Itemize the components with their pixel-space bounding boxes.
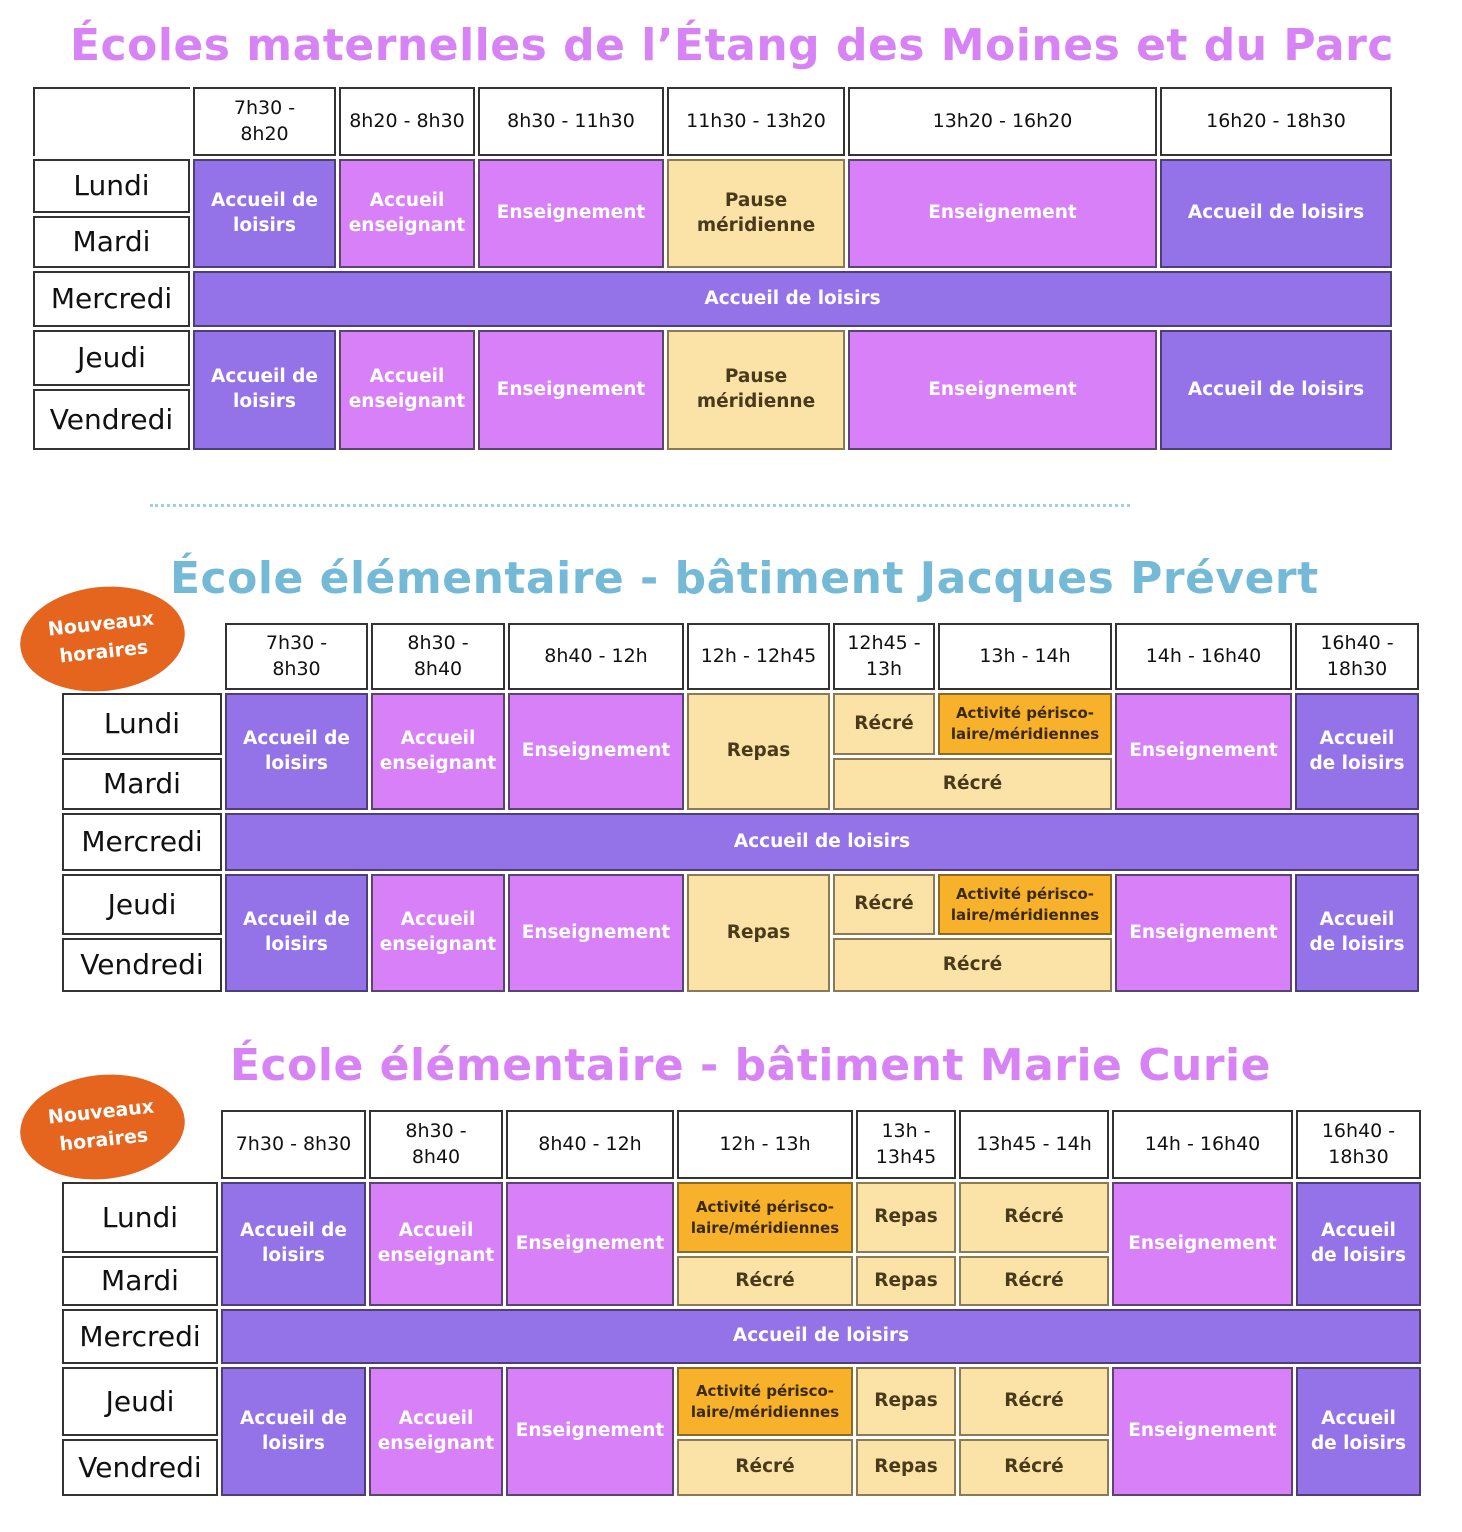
block-accueil-loisirs: Accueil de loisirs [1296,1182,1421,1306]
time-header: 12h - 13h [677,1110,853,1179]
block-accueil-loisirs: Accueil de loisirs [1160,159,1392,268]
block-recre: Récré [959,1439,1109,1496]
day-label: Mardi [62,758,222,810]
block-enseignement: Enseignement [478,159,664,268]
time-header: 11h30 - 13h20 [667,87,845,156]
day-label: Jeudi [33,330,190,386]
block-enseignement: Enseignement [508,693,684,810]
divider [150,504,1130,511]
block-mercredi-accueil-loisirs: Accueil de loisirs [221,1309,1421,1364]
schedule-maternelles [33,87,1392,452]
block-accueil-loisirs: Accueil de loisirs [1295,874,1419,992]
block-accueil-loisirs: Accueil de loisirs [1160,330,1392,450]
time-header: 12h - 12h45 [687,623,830,690]
time-header: 7h30 - 8h30 [225,623,368,690]
block-accueil-enseignant: Accueil enseignant [339,159,475,268]
block-recre: Récré [833,938,1112,992]
block-activite-periscolaire: Activité périsco- laire/méridiennes [938,874,1112,935]
time-header: 13h45 - 14h [959,1110,1109,1179]
day-label: Mardi [62,1256,218,1306]
block-accueil-loisirs: Accueil de loisirs [193,159,336,268]
title-jacques-prevert: École élémentaire - bâtiment Jacques Prévert [170,553,1319,604]
schedule-jacques-prevert [62,623,1417,996]
day-label: Vendredi [62,1439,218,1496]
block-recre: Récré [677,1256,853,1306]
day-label: Lundi [62,693,222,755]
corner-cell [33,87,190,156]
block-accueil-loisirs: Accueil de loisirs [225,693,368,810]
block-repas: Repas [856,1367,956,1436]
block-activite-periscolaire: Activité périsco- laire/méridiennes [677,1182,853,1253]
nouveaux-horaires-badge: Nouveaux horaires [15,579,190,700]
day-label: Jeudi [62,874,222,935]
time-header: 14h - 16h40 [1112,1110,1293,1179]
block-accueil-enseignant: Accueil enseignant [371,693,505,810]
time-header: 13h - 14h [938,623,1112,690]
block-repas: Repas [856,1256,956,1306]
time-header: 16h20 - 18h30 [1160,87,1392,156]
block-accueil-enseignant: Accueil enseignant [369,1367,503,1496]
block-repas: Repas [687,693,830,810]
block-repas: Repas [687,874,830,992]
block-enseignement: Enseignement [1115,874,1292,992]
day-label: Jeudi [62,1367,218,1436]
block-accueil-loisirs: Accueil de loisirs [221,1182,366,1306]
time-header: 13h - 13h45 [856,1110,956,1179]
block-repas: Repas [856,1182,956,1253]
schedule-marie-curie [62,1110,1422,1502]
block-enseignement: Enseignement [848,330,1157,450]
day-label: Vendredi [62,938,222,992]
block-enseignement: Enseignement [848,159,1157,268]
block-enseignement: Enseignement [1115,693,1292,810]
title-maternelles: Écoles maternelles de l’Étang des Moines et du Parc [70,20,1394,71]
block-recre: Récré [959,1256,1109,1306]
time-header: 12h45 - 13h [833,623,935,690]
block-accueil-loisirs: Accueil de loisirs [1296,1367,1421,1496]
time-header: 8h40 - 12h [508,623,684,690]
block-mercredi-accueil-loisirs: Accueil de loisirs [225,813,1419,871]
block-recre: Récré [959,1182,1109,1253]
time-header: 8h20 - 8h30 [339,87,475,156]
block-accueil-loisirs: Accueil de loisirs [225,874,368,992]
block-accueil-enseignant: Accueil enseignant [371,874,505,992]
day-label: Mercredi [33,271,190,327]
block-activite-periscolaire: Activité périsco- laire/méridiennes [677,1367,853,1436]
day-label: Vendredi [33,389,190,450]
block-enseignement: Enseignement [508,874,684,992]
block-recre: Récré [833,693,935,755]
block-recre: Récré [833,874,935,935]
title-marie-curie: École élémentaire - bâtiment Marie Curie [230,1040,1271,1091]
time-header: 8h30 - 8h40 [371,623,505,690]
block-accueil-enseignant: Accueil enseignant [339,330,475,450]
block-activite-periscolaire: Activité périsco- laire/méridiennes [938,693,1112,755]
day-label: Lundi [33,159,190,213]
block-recre: Récré [833,758,1112,810]
time-header: 7h30 - 8h20 [193,87,336,156]
time-header: 13h20 - 16h20 [848,87,1157,156]
time-header: 8h30 - 8h40 [369,1110,503,1179]
nouveaux-horaires-badge: Nouveaux horaires [15,1067,190,1188]
time-header: 16h40 - 18h30 [1295,623,1419,690]
block-accueil-loisirs: Accueil de loisirs [221,1367,366,1496]
time-header: 16h40 - 18h30 [1296,1110,1421,1179]
time-header: 14h - 16h40 [1115,623,1292,690]
block-enseignement: Enseignement [506,1182,674,1306]
block-accueil-loisirs: Accueil de loisirs [193,330,336,450]
time-header: 7h30 - 8h30 [221,1110,366,1179]
block-pause-meridienne: Pause méridienne [667,159,845,268]
block-recre: Récré [677,1439,853,1496]
day-label: Lundi [62,1182,218,1253]
block-enseignement: Enseignement [506,1367,674,1496]
day-label: Mardi [33,216,190,268]
block-recre: Récré [959,1367,1109,1436]
day-label: Mercredi [62,1309,218,1364]
day-label: Mercredi [62,813,222,871]
time-header: 8h40 - 12h [506,1110,674,1179]
block-accueil-enseignant: Accueil enseignant [369,1182,503,1306]
block-enseignement: Enseignement [1112,1367,1293,1496]
block-mercredi-accueil-loisirs: Accueil de loisirs [193,271,1392,327]
block-pause-meridienne: Pause méridienne [667,330,845,450]
block-accueil-loisirs: Accueil de loisirs [1295,693,1419,810]
block-repas: Repas [856,1439,956,1496]
block-enseignement: Enseignement [1112,1182,1293,1306]
block-enseignement: Enseignement [478,330,664,450]
time-header: 8h30 - 11h30 [478,87,664,156]
